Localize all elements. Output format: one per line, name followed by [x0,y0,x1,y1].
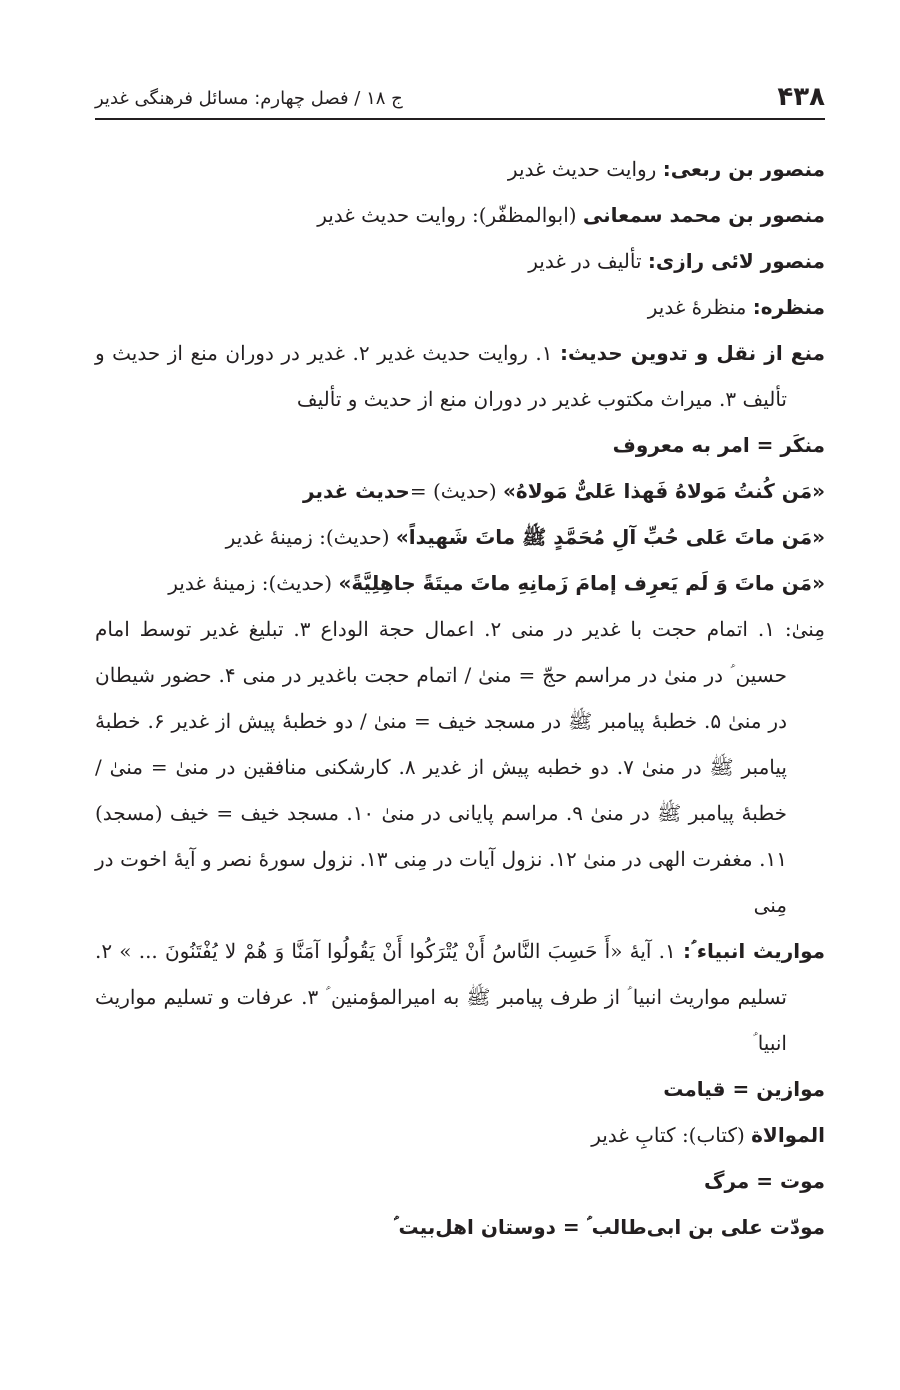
entry-text: (ابوالمظفّر): روایت حدیث غدیر [317,203,583,227]
index-entry [95,1204,825,1250]
entry-text: منظرهٔ غدیر [647,295,753,319]
entry-text: (حدیث): زمینهٔ غدیر [168,571,339,595]
entry-term: منکَر = امر به معروف [612,433,825,457]
entry-text: (کتاب): کتابِ غدیر [591,1123,752,1147]
entry-term: منصور لائی رازی: [647,249,825,273]
entry-term: الموالاة [751,1123,825,1147]
entry-term: منصور بن ربعی: [662,157,825,181]
index-entry [95,192,825,238]
running-header-title: ج ۱۸ / فصل چهارم: مسائل فرهنگی غدیر [95,88,403,109]
entry-term: موت = مرگ [703,1169,825,1193]
entry-term: مودّت علی بن ابی‌طالب ؑ = دوستان اهل‌بیت ؑ [393,1215,825,1239]
index-entry [95,514,825,560]
entry-text: ۱. روایت حدیث غدیر ۲. غدیر در دوران منع از حدیث و تألیف ۳. میراث مکتوب غدیر در دوران منع از حدیث و تألیف [95,341,787,411]
index-entry [95,1112,825,1158]
entry-text: تألیف در غدیر [528,249,648,273]
entry-term: منصور بن محمد سمعانی [582,203,825,227]
entry-text: (حدیث) = [409,479,503,503]
entry-term: «مَن کُنتُ مَولاهُ فَهذا عَلیٌّ مَولاهُ» [502,479,825,503]
entry-term: «مَن ماتَ وَ لَم یَعرِف إمامَ زَمانِهِ ماتَ میتَةً جاهِلِیَّةً» [338,571,825,595]
index-entry [95,330,825,422]
entry-ref: حدیث غدیر [303,479,410,503]
index-entry [95,928,825,1066]
index-entry [95,238,825,284]
page-number: ۴۳۸ [777,82,825,112]
index-entries [95,146,825,1250]
index-entry [95,468,825,514]
entry-term: منظره: [752,295,825,319]
entry-term: مواریث انبیاء ؑ: [682,939,826,963]
index-entry [95,560,825,606]
entry-text: ۱. آیهٔ «أَ حَسِبَ النَّاسُ أَنْ یُتْرَکُوا أَنْ یَقُولُوا آمَنَّا وَ هُمْ لا یُفْتَنُونَ ... » ۲. تسلیم مواریث انبیا ؑ از طرف پیامبر ﷺ به امیرالمؤمنین ؑ ۳. عرفات و تسلیم مواریث انبیا ؑ [95,939,787,1055]
entry-text: مِنیٰ: ۱. اتمام حجت با غدیر در منی ۲. اعمال حجة الوداع ۳. تبلیغ غدیر توسط امام حسین ؑ در منیٰ در مراسم حجّ = منیٰ / اتمام حجت باغدیر در منی ۴. حضور شیطان در منیٰ ۵. خطبهٔ پیامبر ﷺ در مسجد خیف = منیٰ / دو خطبهٔ پیش از غدیر ۶. خطبهٔ پیامبر ﷺ در منیٰ ۷. دو خطبه پیش از غدیر ۸. کارشکنی منافقین در منیٰ = منیٰ / خطبهٔ پیامبر ﷺ در منیٰ ۹. مراسم پایانی در منیٰ ۱۰. مسجد خیف = خیف (مسجد) ۱۱. مغفرت الهی در منیٰ ۱۲. نزول آیات در مِنی ۱۳. نزول سورهٔ نصر و آیهٔ اخوت در مِنی [95,617,826,917]
index-entry [95,422,825,468]
running-header [95,68,825,120]
entry-term: منع از نقل و تدوین حدیث: [560,341,826,365]
index-entry [95,1158,825,1204]
index-entry [95,606,825,928]
entry-text: (حدیث): زمینهٔ غدیر [225,525,396,549]
index-entry [95,1066,825,1112]
entry-term: «مَن ماتَ عَلی حُبِّ آلِ مُحَمَّدٍ ﷺ ماتَ شَهیداً» [395,525,825,549]
entry-term: موازین = قیامت [663,1077,825,1101]
index-entry [95,284,825,330]
entry-text: روایت حدیث غدیر [507,157,663,181]
index-entry [95,146,825,192]
